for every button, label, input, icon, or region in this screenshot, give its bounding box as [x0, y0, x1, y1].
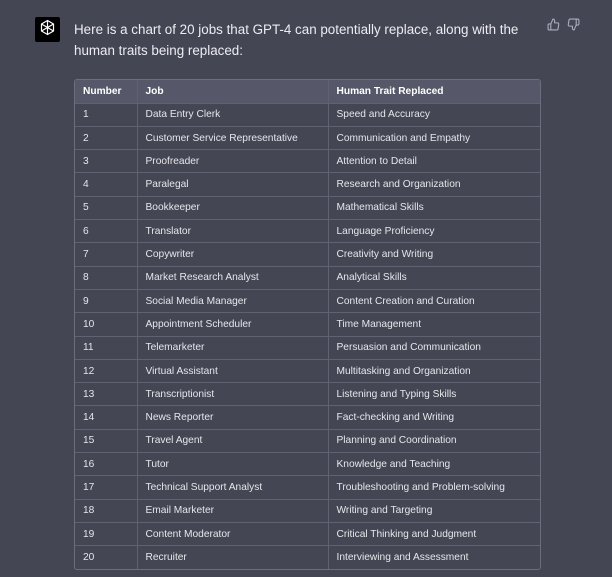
- cell-number: 4: [75, 173, 137, 196]
- cell-trait: Time Management: [328, 313, 540, 336]
- table-header-row: [75, 80, 540, 103]
- table-row: [75, 383, 540, 406]
- jobs-table-container: [74, 79, 541, 570]
- table-row: [75, 453, 540, 476]
- cell-job: Email Marketer: [137, 499, 328, 522]
- table-row: [75, 499, 540, 522]
- cell-job: News Reporter: [137, 406, 328, 429]
- cell-number: 1: [75, 103, 137, 126]
- cell-job: Paralegal: [137, 173, 328, 196]
- thumbs-down-button[interactable]: [566, 20, 580, 34]
- cell-job: Customer Service Representative: [137, 126, 328, 149]
- openai-logo-icon: [38, 18, 57, 42]
- cell-number: 10: [75, 313, 137, 336]
- table-row: [75, 289, 540, 312]
- cell-trait: Knowledge and Teaching: [328, 453, 540, 476]
- jobs-table: [75, 80, 540, 569]
- cell-job: Copywriter: [137, 243, 328, 266]
- cell-trait: Critical Thinking and Judgment: [328, 522, 540, 545]
- cell-job: Tutor: [137, 453, 328, 476]
- header-trait: Human Trait Replaced: [328, 80, 540, 103]
- table-body: [75, 103, 540, 568]
- assistant-avatar: [35, 17, 60, 42]
- cell-trait: Fact-checking and Writing: [328, 406, 540, 429]
- table-row: [75, 266, 540, 289]
- cell-trait: Interviewing and Assessment: [336, 551, 469, 563]
- table-row: [75, 150, 540, 173]
- cell-number: 16: [75, 453, 137, 476]
- table-row: [75, 359, 540, 382]
- table-row: [75, 196, 540, 219]
- header-number: Number: [75, 80, 137, 103]
- cell-trait: Research and Organization: [328, 173, 540, 196]
- cell-job: Proofreader: [137, 150, 328, 173]
- assistant-message-text: Here is a chart of 20 jobs that GPT-4 can potentially replace, along with the human traits being replaced:: [74, 22, 519, 58]
- feedback-buttons: [546, 20, 580, 34]
- cell-trait: Multitasking and Organization: [328, 359, 540, 382]
- cell-trait: Troubleshooting and Problem-solving: [328, 476, 540, 499]
- cell-job: Transcriptionist: [137, 383, 328, 406]
- table-row: [75, 103, 540, 126]
- thumbs-down-icon: [567, 18, 580, 36]
- cell-trait: Attention to Detail: [328, 150, 540, 173]
- cell-trait: Analytical Skills: [328, 266, 540, 289]
- cell-job: Virtual Assistant: [137, 359, 328, 382]
- thumbs-up-button[interactable]: [546, 20, 560, 34]
- cell-job: Bookkeeper: [137, 196, 328, 219]
- header-job: Job: [137, 80, 328, 103]
- cell-trait: Planning and Coordination: [328, 429, 540, 452]
- cell-number: 18: [75, 499, 137, 522]
- cell-trait: Persuasion and Communication: [328, 336, 540, 359]
- cell-job: Data Entry Clerk: [137, 103, 328, 126]
- table-row: [75, 336, 540, 359]
- cell-trait: Writing and Targeting: [328, 499, 540, 522]
- cell-job: Translator: [137, 220, 328, 243]
- cell-job: Telemarketer: [137, 336, 328, 359]
- table-row: [75, 476, 540, 499]
- cell-job: Appointment Scheduler: [137, 313, 328, 336]
- cell-number: 7: [75, 243, 137, 266]
- cell-number: 8: [75, 266, 137, 289]
- cell-number: 12: [75, 359, 137, 382]
- table-row: [75, 126, 540, 149]
- cell-job: Social Media Manager: [137, 289, 328, 312]
- table-row: [75, 220, 540, 243]
- cell-number: 17: [75, 476, 137, 499]
- table-row: [75, 173, 540, 196]
- cell-number: 13: [75, 383, 137, 406]
- cell-trait: Content Creation and Curation: [328, 289, 540, 312]
- cell-job: Travel Agent: [137, 429, 328, 452]
- cell-number: 2: [75, 126, 137, 149]
- cell-number: 14: [75, 406, 137, 429]
- cell-trait: Mathematical Skills: [328, 196, 540, 219]
- cell-trait: Creativity and Writing: [328, 243, 540, 266]
- thumbs-up-icon: [547, 18, 560, 36]
- cell-number: 9: [75, 289, 137, 312]
- table-row: [75, 546, 540, 569]
- cell-number: 20: [75, 546, 137, 569]
- cell-number: 19: [75, 522, 137, 545]
- cell-trait: Language Proficiency: [328, 220, 540, 243]
- table-row: [75, 429, 540, 452]
- table-row: [75, 406, 540, 429]
- cell-job: Recruiter: [137, 546, 328, 569]
- cell-number: 6: [75, 220, 137, 243]
- table-row: [75, 243, 540, 266]
- cell-trait: Speed and Accuracy: [328, 103, 540, 126]
- cell-trait: Communication and Empathy: [328, 126, 540, 149]
- table-row: [75, 313, 540, 336]
- cell-job: Technical Support Analyst: [137, 476, 328, 499]
- cell-number: 15: [75, 429, 137, 452]
- cell-number: 5: [75, 196, 137, 219]
- cell-trait: Listening and Typing Skills: [328, 383, 540, 406]
- cell-job: Market Research Analyst: [137, 266, 328, 289]
- cell-job: Content Moderator: [137, 522, 328, 545]
- cell-number: 11: [75, 336, 137, 359]
- cell-number: 3: [75, 150, 137, 173]
- table-row: [75, 522, 540, 545]
